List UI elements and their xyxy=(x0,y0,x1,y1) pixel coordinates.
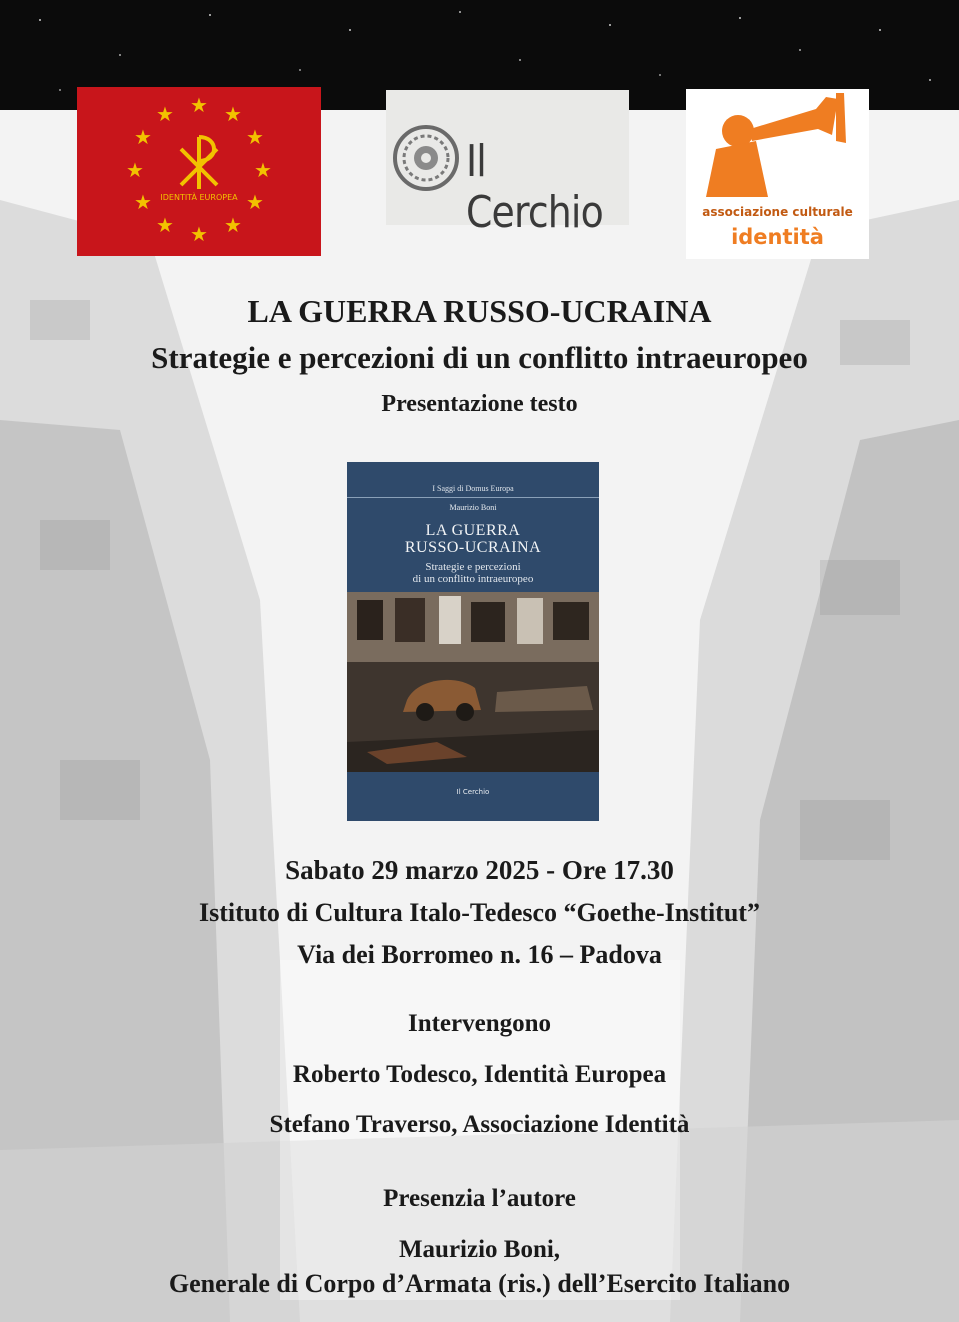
svg-text:★: ★ xyxy=(246,190,264,214)
identita-europea-logo xyxy=(77,87,321,256)
book-publisher: Il Cerchio xyxy=(456,788,490,796)
svg-text:★: ★ xyxy=(224,213,242,237)
presentation-label: Presentazione testo xyxy=(381,391,578,417)
trumpeter-icon xyxy=(686,89,869,201)
svg-text:★: ★ xyxy=(126,158,144,182)
svg-text:★: ★ xyxy=(254,158,272,182)
svg-text:★: ★ xyxy=(224,102,242,126)
book-cover-war-photo xyxy=(347,592,599,772)
associazione-identita-line2: identità xyxy=(731,225,824,249)
event-subtitle: Strategie e percezioni di un conflitto intraeuropeo xyxy=(151,340,808,375)
speaker-item: Stefano Traverso, Associazione Identità xyxy=(269,1111,690,1138)
author-rank: Generale di Corpo d’Armata (ris.) dell’Esercito Italiano xyxy=(168,1269,791,1298)
associazione-identita-line1: associazione culturale xyxy=(702,205,853,219)
svg-text:★: ★ xyxy=(134,125,152,149)
speaker-item: Roberto Todesco, Identità Europea xyxy=(292,1061,667,1088)
svg-text:★: ★ xyxy=(246,125,264,149)
svg-text:★: ★ xyxy=(156,213,174,237)
svg-text:★: ★ xyxy=(134,190,152,214)
author-name: Maurizio Boni, xyxy=(398,1236,561,1263)
associazione-identita-logo xyxy=(686,89,869,259)
book-title-line1: LA GUERRA xyxy=(425,522,521,539)
speakers-heading: Intervengono xyxy=(407,1010,552,1037)
book-subtitle-line1: Strategie e percezioni xyxy=(425,561,521,573)
identita-europea-emblem xyxy=(77,87,321,256)
identita-europea-logo-text: IDENTITÀ EUROPEA xyxy=(160,193,238,202)
book-cover xyxy=(347,462,599,821)
il-cerchio-rosette-icon xyxy=(386,90,462,225)
book-author: Maurizio Boni xyxy=(449,503,497,512)
il-cerchio-logo xyxy=(386,90,629,238)
event-venue: Istituto di Cultura Italo-Tedesco “Goethe-Institut” xyxy=(199,898,760,927)
book-subtitle-line2: di un conflitto intraeuropeo xyxy=(412,573,534,585)
svg-text:★: ★ xyxy=(190,93,208,117)
svg-text:★: ★ xyxy=(190,222,208,246)
event-date-time: Sabato 29 marzo 2025 - Ore 17.30 xyxy=(285,855,674,885)
author-heading: Presenzia l’autore xyxy=(383,1185,576,1212)
event-address: Via dei Borromeo n. 16 – Padova xyxy=(297,940,662,969)
book-cover-divider xyxy=(347,497,599,498)
book-title-line2: RUSSO-UCRAINA xyxy=(404,539,542,556)
event-title: LA GUERRA RUSSO-UCRAINA xyxy=(247,293,712,329)
il-cerchio-wordmark: Il Cerchio xyxy=(466,136,603,238)
svg-text:★: ★ xyxy=(156,102,174,126)
book-series: I Saggi di Domus Europa xyxy=(432,484,514,493)
